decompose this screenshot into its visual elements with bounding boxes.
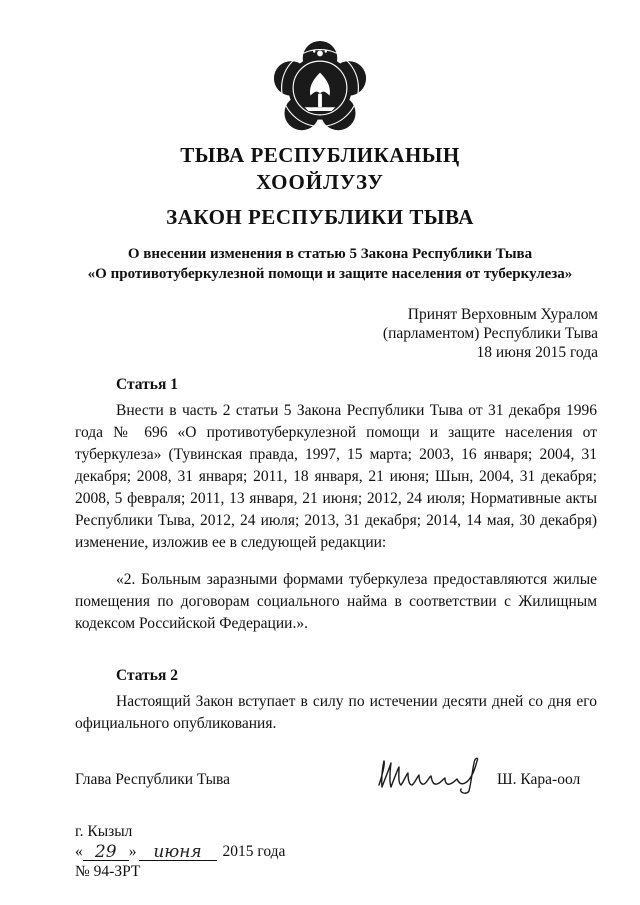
law-number: № 94-ЗРТ xyxy=(75,863,141,880)
adoption-date: 18 июня 2015 года xyxy=(476,344,598,361)
article-2-paragraph-1: Настоящий Закон вступает в силу по истечении десяти дней со дня его официального опубликования. xyxy=(75,693,597,732)
article-2-heading: Статья 2 xyxy=(116,667,178,684)
adoption-line-1: Принят Верховным Хуралом xyxy=(407,306,598,323)
date-day-handwritten: 29 xyxy=(83,844,129,861)
law-subject-line-2: «О противотуберкулезной помощи и защите населения от туберкулеза» xyxy=(87,266,573,282)
signing-date xyxy=(75,843,285,861)
adoption-line-2: (парламентом) Республики Тыва xyxy=(382,325,598,342)
date-year: 2015 года xyxy=(222,843,286,860)
law-subject xyxy=(60,244,600,284)
signer-position: Глава Республики Тыва xyxy=(75,771,231,788)
signer-name: Ш. Кара-оол xyxy=(497,771,581,788)
article-1-heading: Статья 1 xyxy=(116,376,178,393)
law-subject-line-1: О внесении изменения в статью 5 Закона Республики Тыва xyxy=(127,246,533,262)
handwritten-signature-icon xyxy=(375,755,487,795)
header-line-tuvan-law: ХООЙЛУЗУ xyxy=(256,170,384,194)
article-1-paragraph-2: «2. Больным заразными формами туберкулеза предоставляются жилые помещения по договорам социального найма в соответствии с Жилищным кодексом Российской Федерации.». xyxy=(75,571,597,632)
article-1-paragraph-1: Внести в часть 2 статьи 5 Закона Республики Тыва от 31 декабря 1996 года № 696 «О противотуберкулезной помощи и защите населения от туберкулеза» (Тувинская правда, 1997, 15 марта; 2003, 16 января; 2004, 31 декабря; 2008, 31 января; 2011, 18 января, 21 июня; Шын, 2004, 31 декабря; 2008, 5 февраля; 2011, 13 января, 21 июня; 2012, 24 июля; Нормативные акты Республики Тыва, 2012, 24 июля; 2013, 31 декабря; 2014, 14 мая, 30 декабря) изменение, изложив ее в следующей редакции: xyxy=(75,402,597,551)
date-month-handwritten: июня xyxy=(139,844,217,861)
date-open-quote: « xyxy=(75,843,83,860)
city: г. Кызыл xyxy=(75,823,133,840)
page-title: ЗАКОН РЕСПУБЛИКИ ТЫВА xyxy=(166,205,474,229)
date-close-quote: » xyxy=(128,843,137,860)
header-line-tuvan: ТЫВА РЕСПУБЛИКАНЫҢ xyxy=(180,143,460,167)
tuva-emblem-icon xyxy=(272,40,368,136)
adoption-note xyxy=(298,305,598,362)
